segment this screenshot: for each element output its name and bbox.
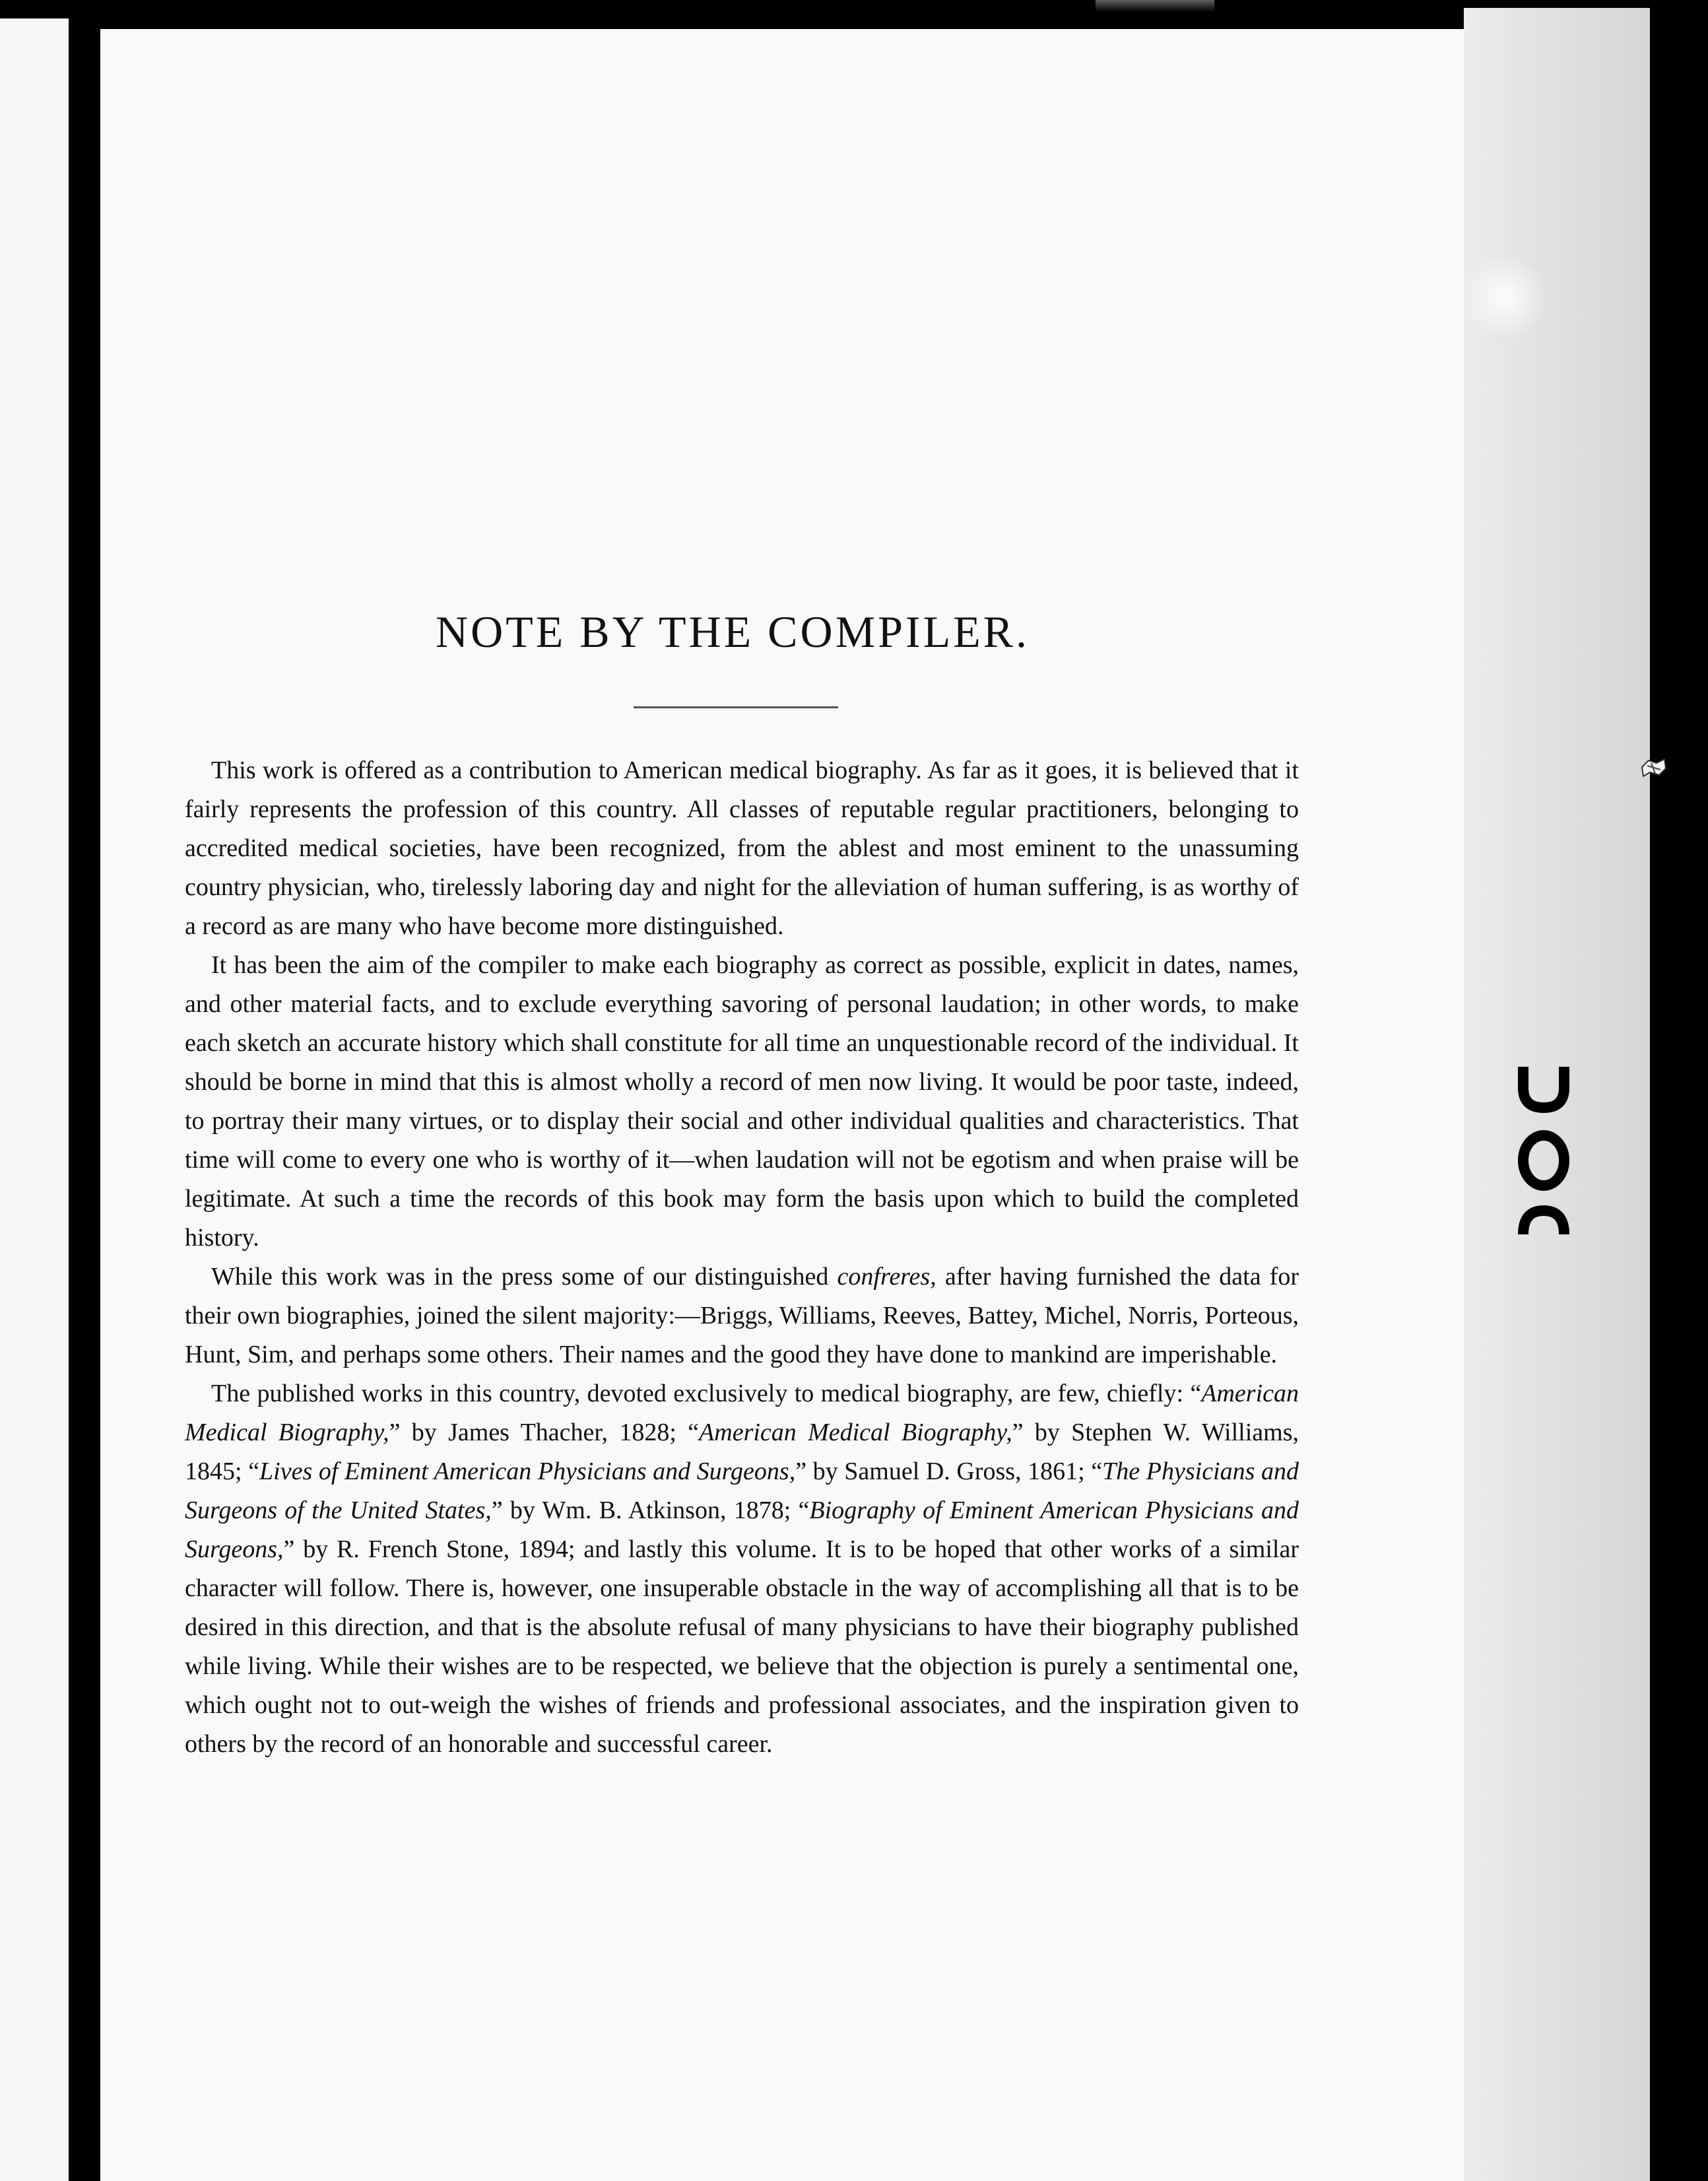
book-title: Lives of Eminent American Physicians and Surgeons, <box>259 1458 796 1485</box>
paragraph-4 <box>185 1374 1299 1764</box>
text-run: after having furnished the data for their own biographies, joined the silent majority:—Briggs, Williams, Reeves, Battey, Michel, Norris, Porteous, Hunt, Sim, and perhaps some others. Their names and the good they have done to mankind are imperishable. <box>185 1263 1299 1368</box>
previous-page-edge <box>0 18 69 2181</box>
book-gutter <box>69 0 100 2181</box>
text-run: The published works in this country, devoted exclusively to medical biography, are few, chiefly: “ <box>211 1380 1202 1407</box>
scan-smudge <box>1096 0 1214 12</box>
text-run: ” by R. French Stone, 1894; and lastly this volume. It is to be hoped that other works of a similar character will follow. There is, however, one insuperable obstacle in the way of accomplishing all that is to be desired in this direction, and that is the absolute refusal of many physicians to have their biography published while living. While their wishes are to be respected, we believe that the objection is purely a sentimental one, which ought not to out-weigh the wishes of friends and professional associates, and the inspiration given to others by the record of an honorable and successful career. <box>185 1535 1299 1758</box>
book-title: The Physicians and Surgeons of the United States, <box>185 1458 1299 1524</box>
paper-tear-mark <box>1641 758 1667 778</box>
page-title: NOTE BY THE COMPILER. <box>436 607 1030 657</box>
book-title: American Medical Biography, <box>185 1380 1299 1446</box>
text-run: ” by Samuel D. Gross, 1861; “ <box>795 1458 1103 1485</box>
text-run: ” by Wm. B. Atkinson, 1878; “ <box>491 1496 810 1524</box>
text-run: ” by James Thacher, 1828; “ <box>389 1419 700 1446</box>
paragraph-2 <box>185 946 1299 1258</box>
title-divider <box>634 706 838 708</box>
body-text <box>185 751 1299 1764</box>
text-run: It has been the aim of the compiler to make each biography as correct as possible, explicit in dates, names, and other material facts, and to exclude everything savoring of personal laudation; in other words, to make each sketch an accurate history which shall constitute for all time an unquestionable record of the individual. It should be borne in mind that this is almost wholly a record of men now living. It would be poor taste, indeed, to portray their many virtues, or to display their social and other individual qualities and characteristics. That time will come to every one who is worthy of it—when laudation will not be egotism and when praise will be legitimate. At such a time the records of this book may form the basis upon which to build the completed history. <box>185 951 1299 1252</box>
text-run: This work is offered as a contribution to American medical biography. As far as it goes, it is believed that it fairly represents the profession of this country. All classes of reputable regular practitioners, belonging to accredited medical societies, have been recognized, from the ablest and most eminent to the unassuming country physician, who, tirelessly laboring day and night for the alleviation of human suffering, is as worthy of a record as are many who have become more distinguished. <box>185 756 1299 940</box>
italic-text-run: confreres, <box>837 1263 936 1291</box>
paragraph-1 <box>185 751 1299 946</box>
text-run: ” by Stephen W. Williams, 1845; “ <box>185 1419 1299 1485</box>
library-stamp-logo <box>1518 1061 1569 1259</box>
book-title: American Medical Biography, <box>699 1419 1012 1446</box>
text-run: While this work was in the press some of our distinguished <box>211 1263 838 1291</box>
light-glare <box>1465 251 1544 343</box>
paragraph-3 <box>185 1258 1299 1374</box>
scan-background <box>1650 0 1708 2181</box>
book-title: Biography of Eminent American Physicians and Surgeons, <box>185 1496 1299 1563</box>
